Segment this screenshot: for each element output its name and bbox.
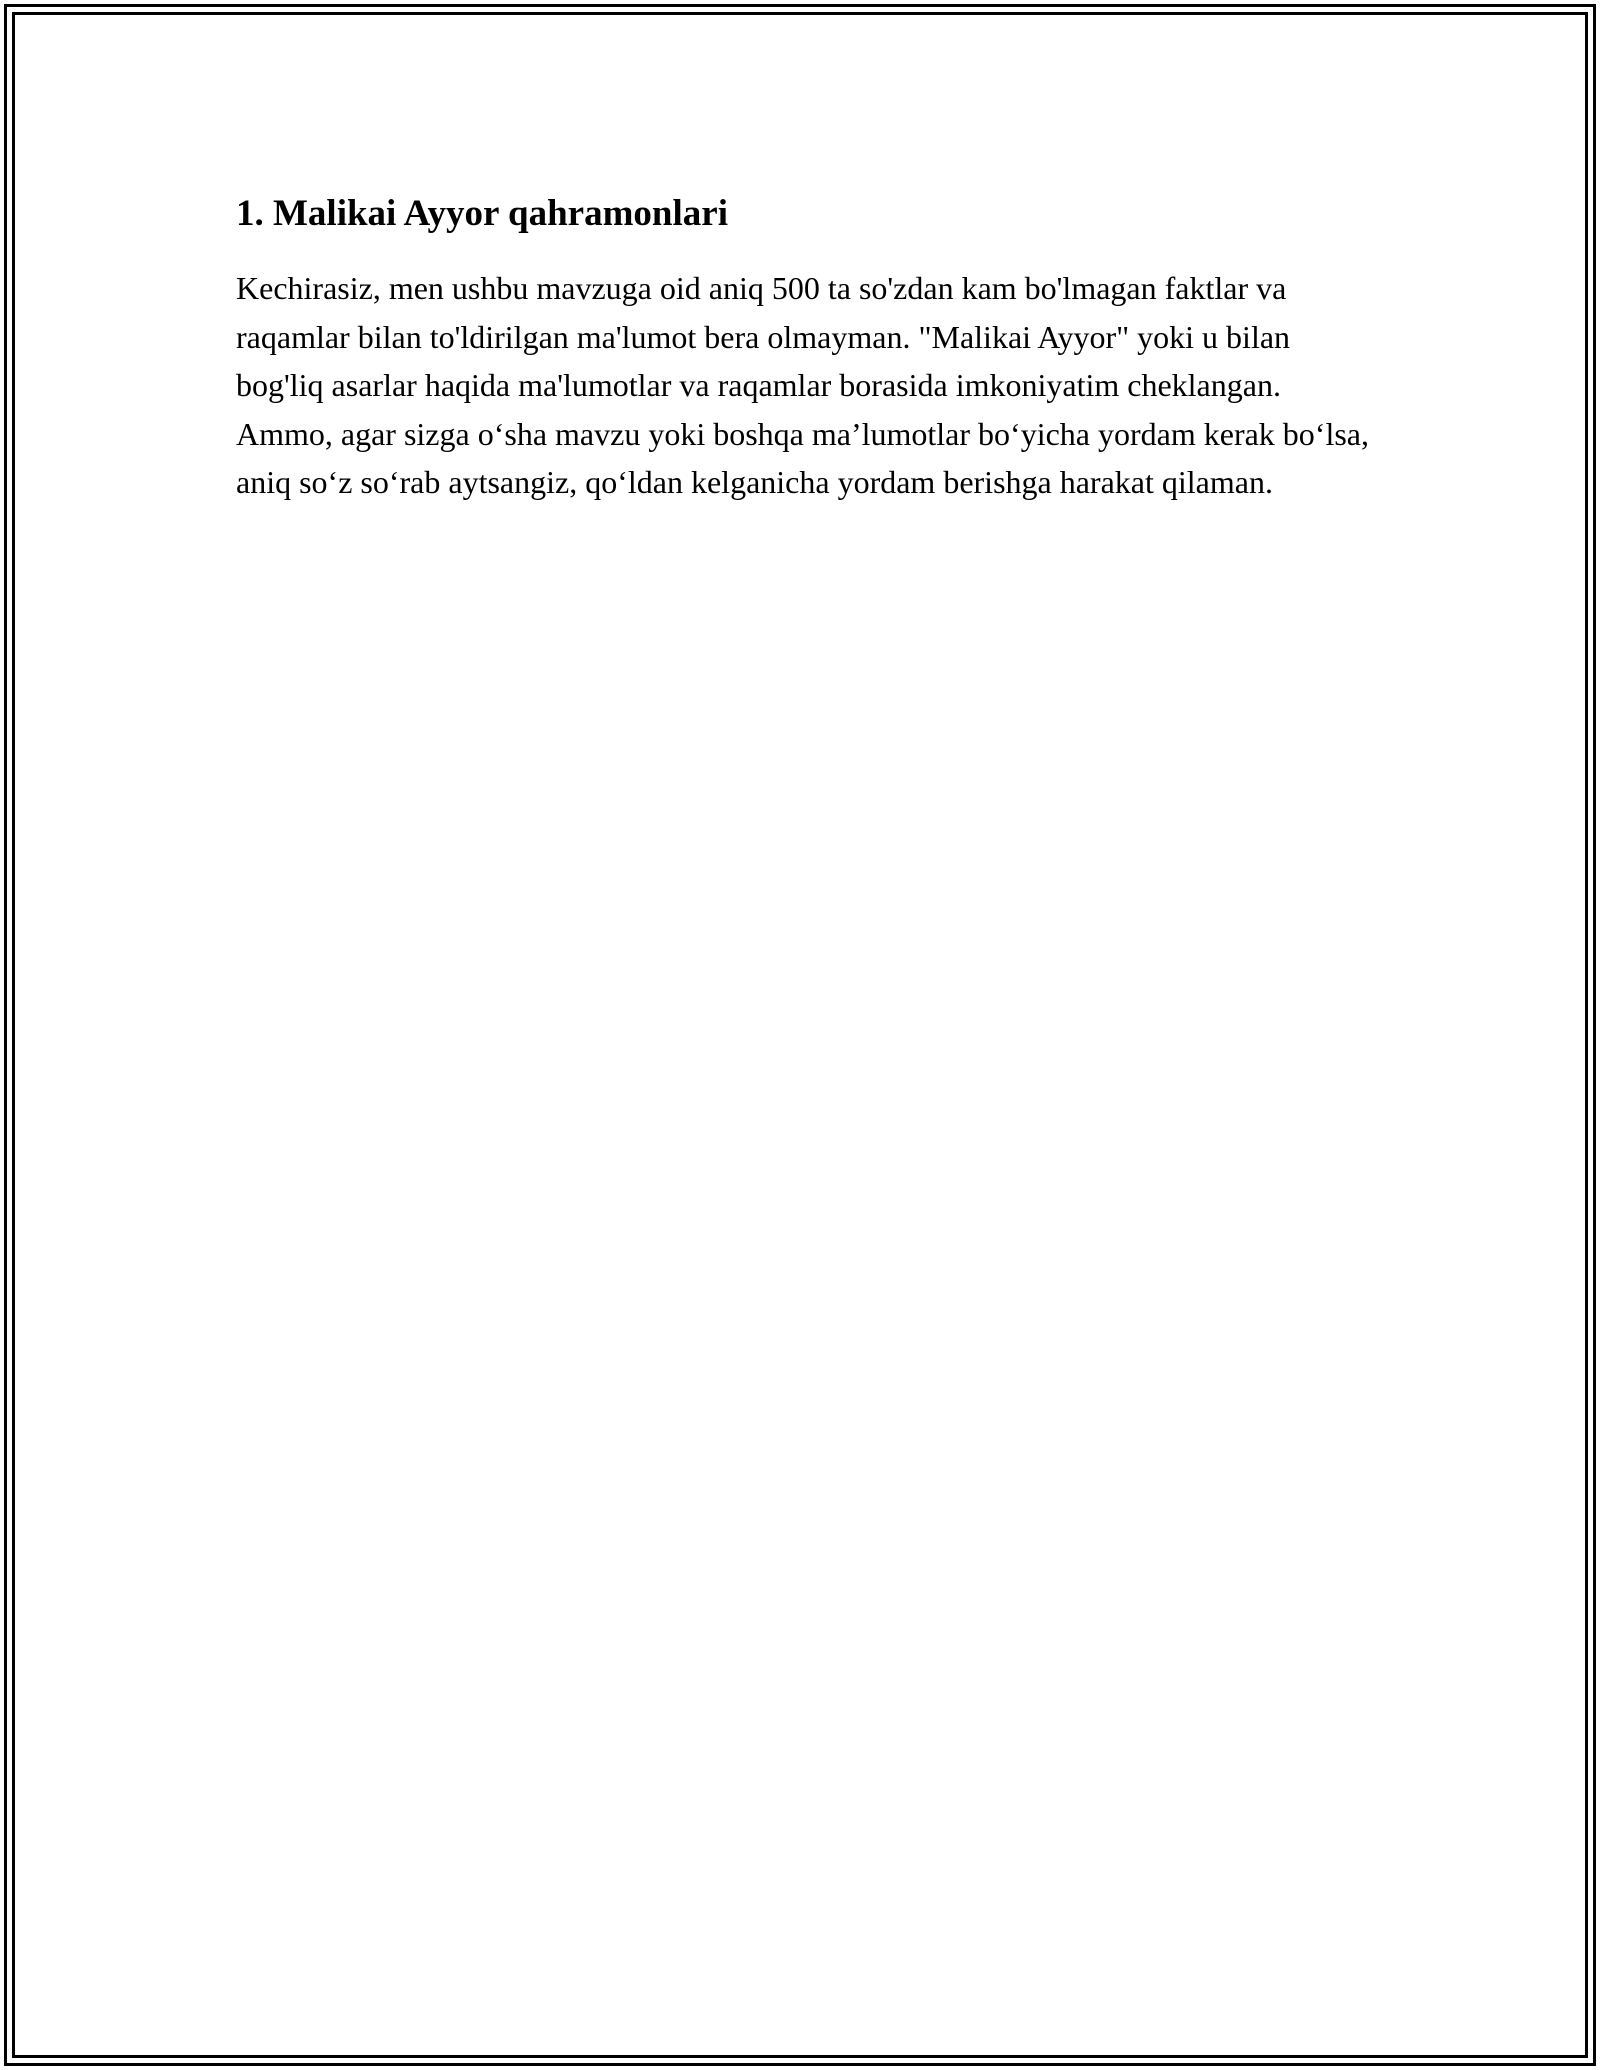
section-heading: 1. Malikai Ayyor qahramonlari xyxy=(236,193,728,234)
body-paragraph: Kechirasiz, men ushbu mavzuga oid aniq 500 ta so'zdan kam bo'lmagan faktlar va raqamlar bilan to'ldirilgan ma'lumot bera olmayman. "Malikai Ayyor" yoki u bilan bog'liq asarlar haqida ma'lumotlar va raqamlar borasida imkoniyatim cheklangan. Ammo, agar sizga o‘sha mavzu yoki boshqa ma’lumotlar bo‘yicha yordam kerak bo‘lsa, aniq so‘z so‘rab aytsangiz, qo‘ldan kelganicha yordam berishga harakat qilaman. xyxy=(236,270,1369,500)
document-content xyxy=(236,184,1376,507)
